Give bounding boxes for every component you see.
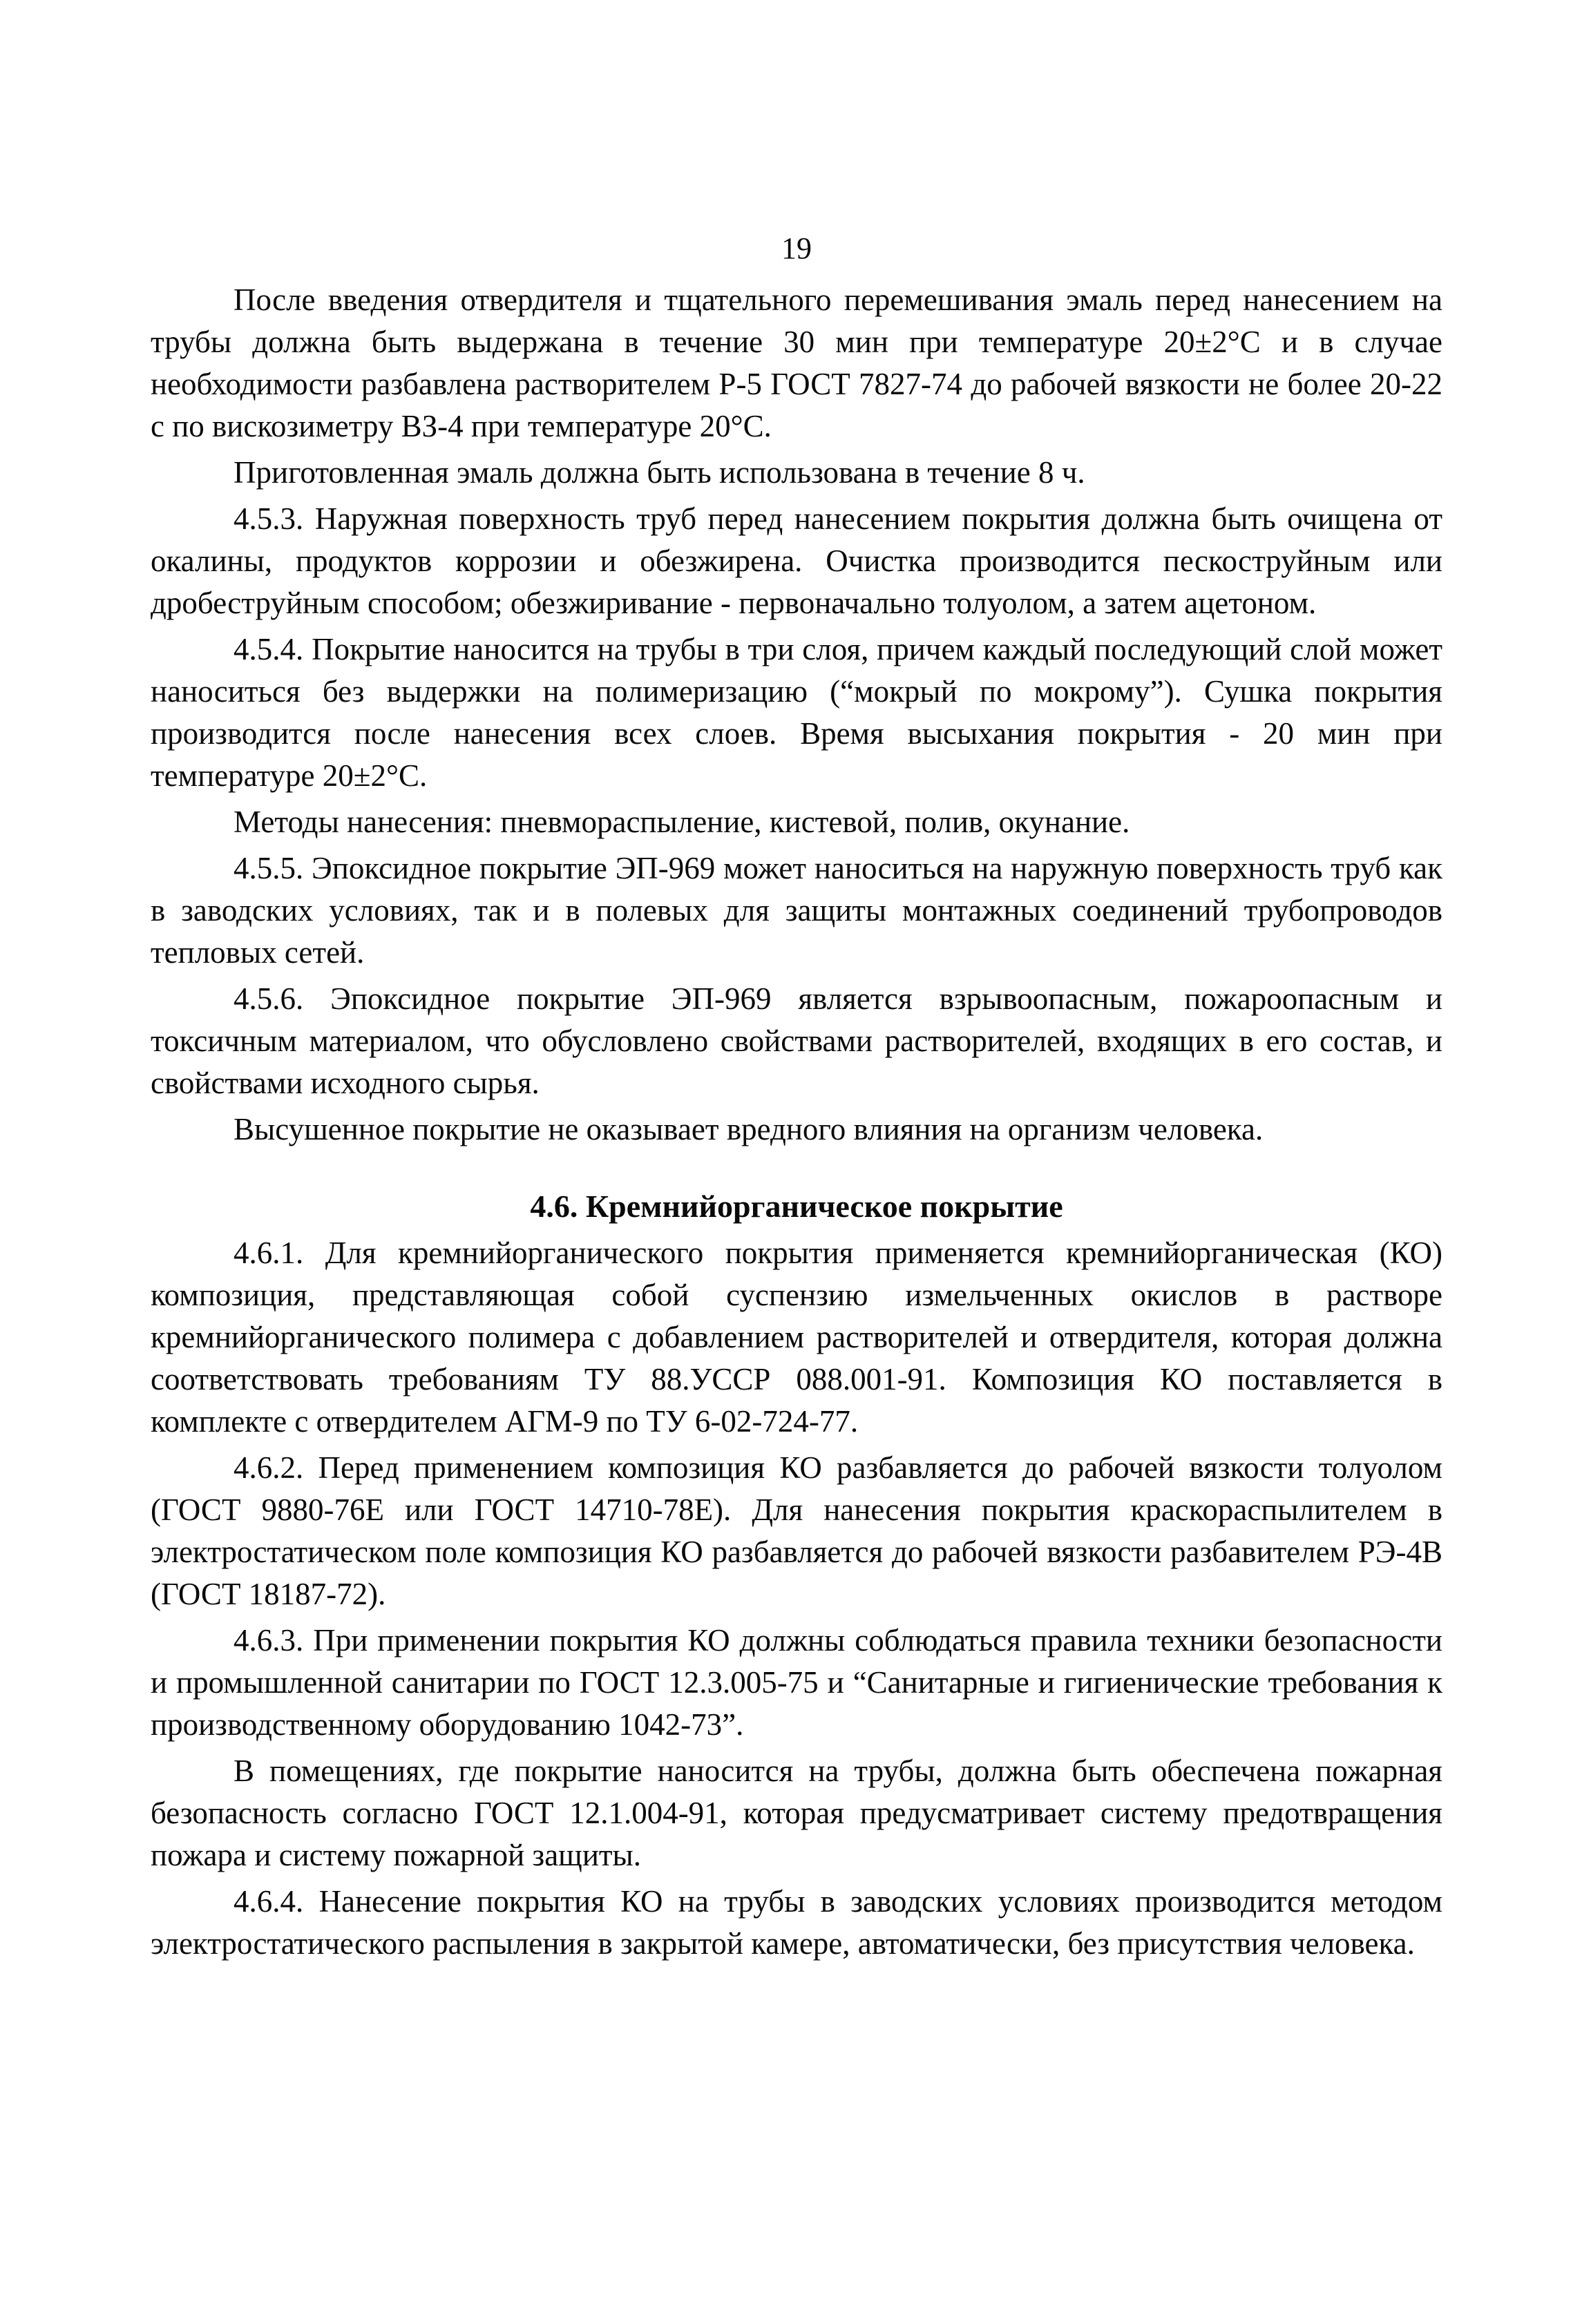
section-title: 4.6. Кремнийорганическое покрытие xyxy=(530,1189,1063,1224)
paragraph-enamel-usage-time: Приготовленная эмаль должна быть использована в течение 8 ч. xyxy=(234,455,1085,490)
paragraph-4-5-5: 4.5.5. Эпоксидное покрытие ЭП-969 может наноситься на наружную поверхность труб как в заводских условиях, так и в полевых для защиты монтажных соединений трубопроводов тепловых сетей. xyxy=(151,851,1442,970)
paragraph-4-5-3: 4.5.3. Наружная поверхность труб перед нанесением покрытия должна быть очищена от окалины, продуктов коррозии и обезжирена. Очистка производится пескоструйным или дробеструйным способом; обезжиривание - первоначально толуолом, а затем ацетоном. xyxy=(151,501,1442,620)
paragraph-enamel-preparation: После введения отвердителя и тщательного перемешивания эмаль перед нанесением на трубы должна быть выдержана в течение 30 мин при температуре 20±2°С и в случае необходимости разбавлена растворителем Р-5 ГОСТ 7827-74 до рабочей вязкости не более 20-22 с по вискозиметру ВЗ-4 при температуре 20°С. xyxy=(151,282,1442,443)
paragraph-4-5-4: 4.5.4. Покрытие наносится на трубы в три слоя, причем каждый последующий слой может наноситься без выдержки на полимеризацию (“мокрый по мокрому”). Сушка покрытия производится после нанесения всех слоев. Время высыхания покрытия - 20 мин при температуре 20±2°С. xyxy=(151,632,1442,793)
paragraph-4-5-6: 4.5.6. Эпоксидное покрытие ЭП-969 является взрывоопасным, пожароопасным и токсичным материалом, что обусловлено свойствами растворителей, входящих в его состав, и свойствами исходного сырья. xyxy=(151,981,1442,1100)
paragraph-4-6-1: 4.6.1. Для кремнийорганического покрытия применяется кремнийорганическая (КО) композиция, представляющая собой суспензию измельченных окислов в растворе кремнийорганического полимера с добавлением растворителей и отвердителя, которая должна соответствовать требованиям ТУ 88.УССР 088.001-91. Композиция КО поставляется в комплекте с отвердителем АГМ-9 по ТУ 6-02-724-77. xyxy=(151,1236,1442,1439)
paragraph-application-methods: Методы нанесения: пневмораспыление, кистевой, полив, окунание. xyxy=(234,805,1130,839)
paragraph-dried-coating: Высушенное покрытие не оказывает вредного влияния на организм человека. xyxy=(234,1112,1264,1146)
paragraph-fire-safety: В помещениях, где покрытие наносится на трубы, должна быть обеспечена пожарная безопасность согласно ГОСТ 12.1.004-91, которая предусматривает систему предотвращения пожара и систему пожарной защиты. xyxy=(151,1754,1442,1872)
paragraph-4-6-4: 4.6.4. Нанесение покрытия КО на трубы в заводских условиях производится методом электростатического распыления в закрытой камере, автоматически, без присутствия человека. xyxy=(151,1884,1442,1961)
page-number: 19 xyxy=(781,231,812,265)
document-page xyxy=(151,228,1442,1965)
paragraph-4-6-3: 4.6.3. При применении покрытия КО должны соблюдаться правила техники безопасности и промышленной санитарии по ГОСТ 12.3.005-75 и “Санитарные и гигиенические требования к производственному оборудованию 1042-73”. xyxy=(151,1623,1442,1742)
paragraph-4-6-2: 4.6.2. Перед применением композиция КО разбавляется до рабочей вязкости толуолом (ГОСТ 9880-76Е или ГОСТ 14710-78Е). Для нанесения покрытия краскораспылителем в электростатическом поле композиция КО разбавляется до рабочей вязкости разбавителем РЭ-4В (ГОСТ 18187-72). xyxy=(151,1450,1442,1611)
